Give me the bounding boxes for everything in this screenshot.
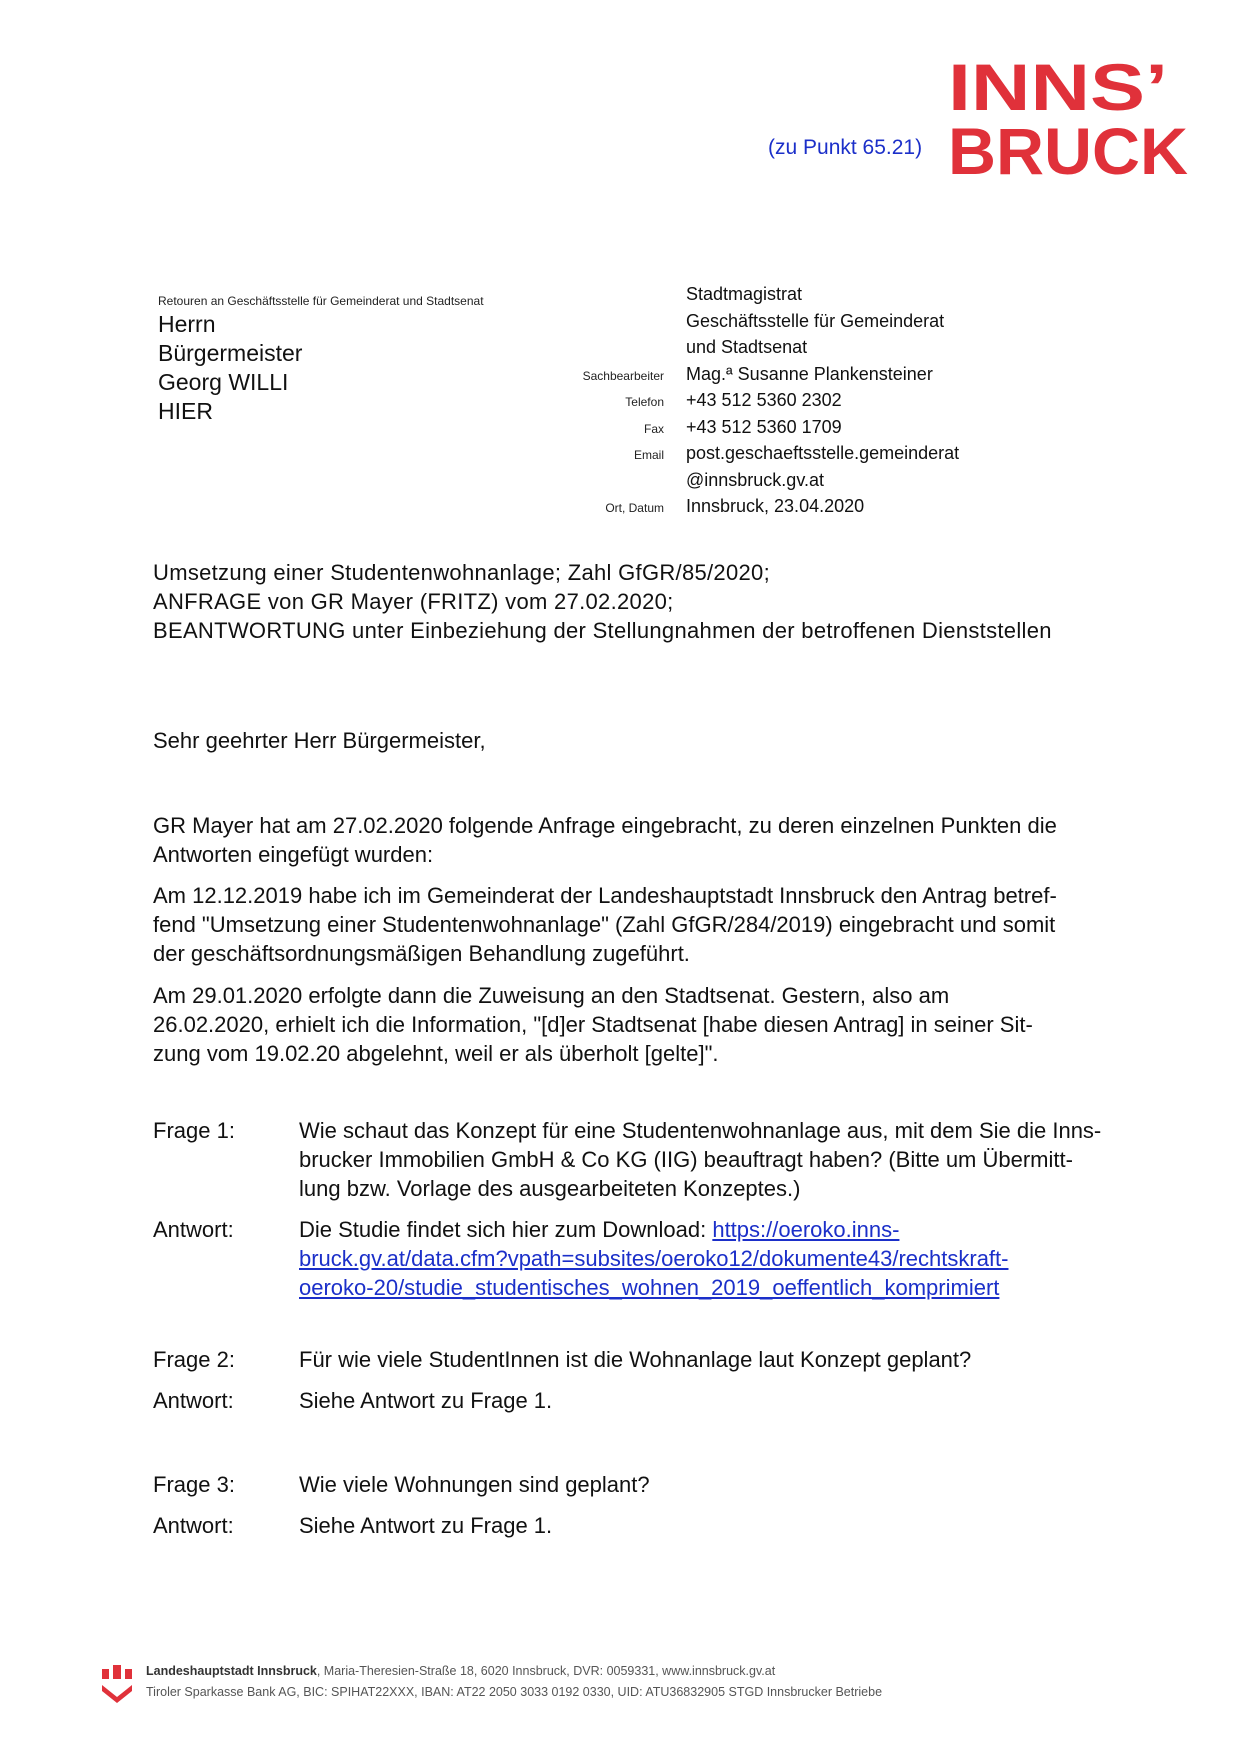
footer [100,1661,1140,1705]
recipient-line: HIER [158,398,213,424]
answer-text: Siehe Antwort zu Frage 1. [299,1513,553,1538]
study-download-link[interactable]: bruck.gv.at/data.cfm?vpath=subsites/oeroko12/dokumente43/rechtskraft- [299,1246,1009,1271]
place-date-label: Ort, Datum [605,501,664,515]
answer-label: Antwort: [153,1513,234,1538]
paragraph-line: Antworten eingefügt wurden: [153,842,434,867]
paragraph-line: fend "Umsetzung einer Studentenwohnanlage" (Zahl GfGR/284/2019) eingebracht und somit [153,912,1056,937]
question-text: lung bzw. Vorlage des ausgearbeiteten Konzeptes.) [299,1176,801,1201]
subject-line: Umsetzung einer Studentenwohnanlage; Zahl GfGR/85/2020; [153,560,770,585]
request-paragraph-1 [153,881,1133,968]
answer-label: Antwort: [153,1217,234,1242]
innsbruck-logo [946,52,1194,178]
return-address-note: Retouren an Geschäftsstelle für Gemeinderat und Stadtsenat [158,294,484,308]
study-download-link[interactable]: oeroko-20/studie_studentisches_wohnen_2019_oeffentlich_komprimiert [299,1275,1000,1300]
recipient-address [158,310,302,426]
recipient-line: Herrn [158,311,216,337]
footer-text [146,1661,882,1703]
study-download-link[interactable]: https://oeroko.inns- [712,1217,900,1242]
subject-line: ANFRAGE von GR Mayer (FRITZ) vom 27.02.2020; [153,589,674,614]
place-date-value: Innsbruck, 23.04.2020 [686,496,865,516]
intro-paragraph [153,811,1133,869]
question-1 [153,1116,1143,1203]
paragraph-line: der geschäftsordnungsmäßigen Behandlung zugeführt. [153,941,690,966]
clerk-value: Mag.ª Susanne Plankensteiner [686,363,933,384]
email-value: post.geschaeftsstelle.gemeinderat [686,443,960,463]
email-label: Email [633,448,664,462]
question-label: Frage 2: [153,1347,235,1372]
sender-department: Geschäftsstelle für Gemeinderat [686,310,945,331]
paragraph-line: 26.02.2020, erhielt ich die Information, "[d]er Stadtsenat [habe diesen Antrag] in seiner Sit- [153,1012,1033,1037]
clerk-label: Sachbearbeiter [582,368,664,383]
logo-line-1: INNS’ [948,52,1168,124]
question-label: Frage 3: [153,1472,235,1497]
recipient-line: Georg WILLI [158,369,289,395]
question-label: Frage 1: [153,1118,235,1143]
salutation: Sehr geehrter Herr Bürgermeister, [153,728,486,753]
fax-label: Fax [643,421,664,436]
answer-label: Antwort: [153,1388,234,1413]
email-value-cont: @innsbruck.gv.at [686,469,824,490]
phone-label: Telefon [625,395,664,409]
question-text: Für wie viele StudentInnen ist die Wohnanlage laut Konzept geplant? [299,1347,972,1372]
request-paragraph-2 [153,981,1133,1068]
paragraph-line: Am 12.12.2019 habe ich im Gemeinderat der Landeshauptstadt Innsbruck den Antrag betref- [153,883,1057,908]
recipient-line: Bürgermeister [158,340,303,366]
question-text: Wie viele Wohnungen sind geplant? [299,1472,650,1497]
agenda-reference: (zu Punkt 65.21) [768,136,923,159]
answer-text: Die Studie findet sich hier zum Download: [299,1217,713,1242]
question-3 [153,1470,1143,1499]
sender-department-cont: und Stadtsenat [686,337,808,357]
answer-1 [153,1215,1143,1302]
footer-address: , Maria-Theresien-Straße 18, 6020 Innsbruck, DVR: 0059331, www.innsbruck.gv.at [316,1664,776,1678]
paragraph-line: GR Mayer hat am 27.02.2020 folgende Anfrage eingebracht, zu deren einzelnen Punkten die [153,813,1057,838]
sender-info [560,284,1040,523]
paragraph-line: zung vom 19.02.20 abgelehnt, weil er als überholt [gelte]". [153,1041,719,1066]
question-text: brucker Immobilien GmbH & Co KG (IIG) beauftragt haben? (Bitte um Übermitt- [299,1147,1073,1172]
question-2 [153,1345,1143,1374]
logo-line-2: BRUCK [948,114,1189,178]
paragraph-line: Am 29.01.2020 erfolgte dann die Zuweisung an den Stadtsenat. Gestern, also am [153,983,950,1008]
answer-2 [153,1386,1143,1415]
question-text: Wie schaut das Konzept für eine Studentenwohnanlage aus, mit dem Sie die Inns- [299,1118,1102,1143]
footer-bank: Tiroler Sparkasse Bank AG, BIC: SPIHAT22XXX, IBAN: AT22 2050 3033 0192 0330, UID: ATU36832905 STGD Innsbrucker Betriebe [146,1685,883,1699]
fax-value: +43 512 5360 1709 [686,416,842,437]
city-crest-icon [100,1663,134,1703]
subject [153,558,1052,645]
footer-org: Landeshauptstadt Innsbruck [146,1664,317,1678]
sender-org: Stadtmagistrat [686,284,803,304]
subject-line: BEANTWORTUNG unter Einbeziehung der Stellungnahmen der betroffenen Dienststellen [153,618,1052,643]
answer-text: Siehe Antwort zu Frage 1. [299,1388,553,1413]
answer-3 [153,1511,1143,1540]
phone-value: +43 512 5360 2302 [686,390,842,410]
